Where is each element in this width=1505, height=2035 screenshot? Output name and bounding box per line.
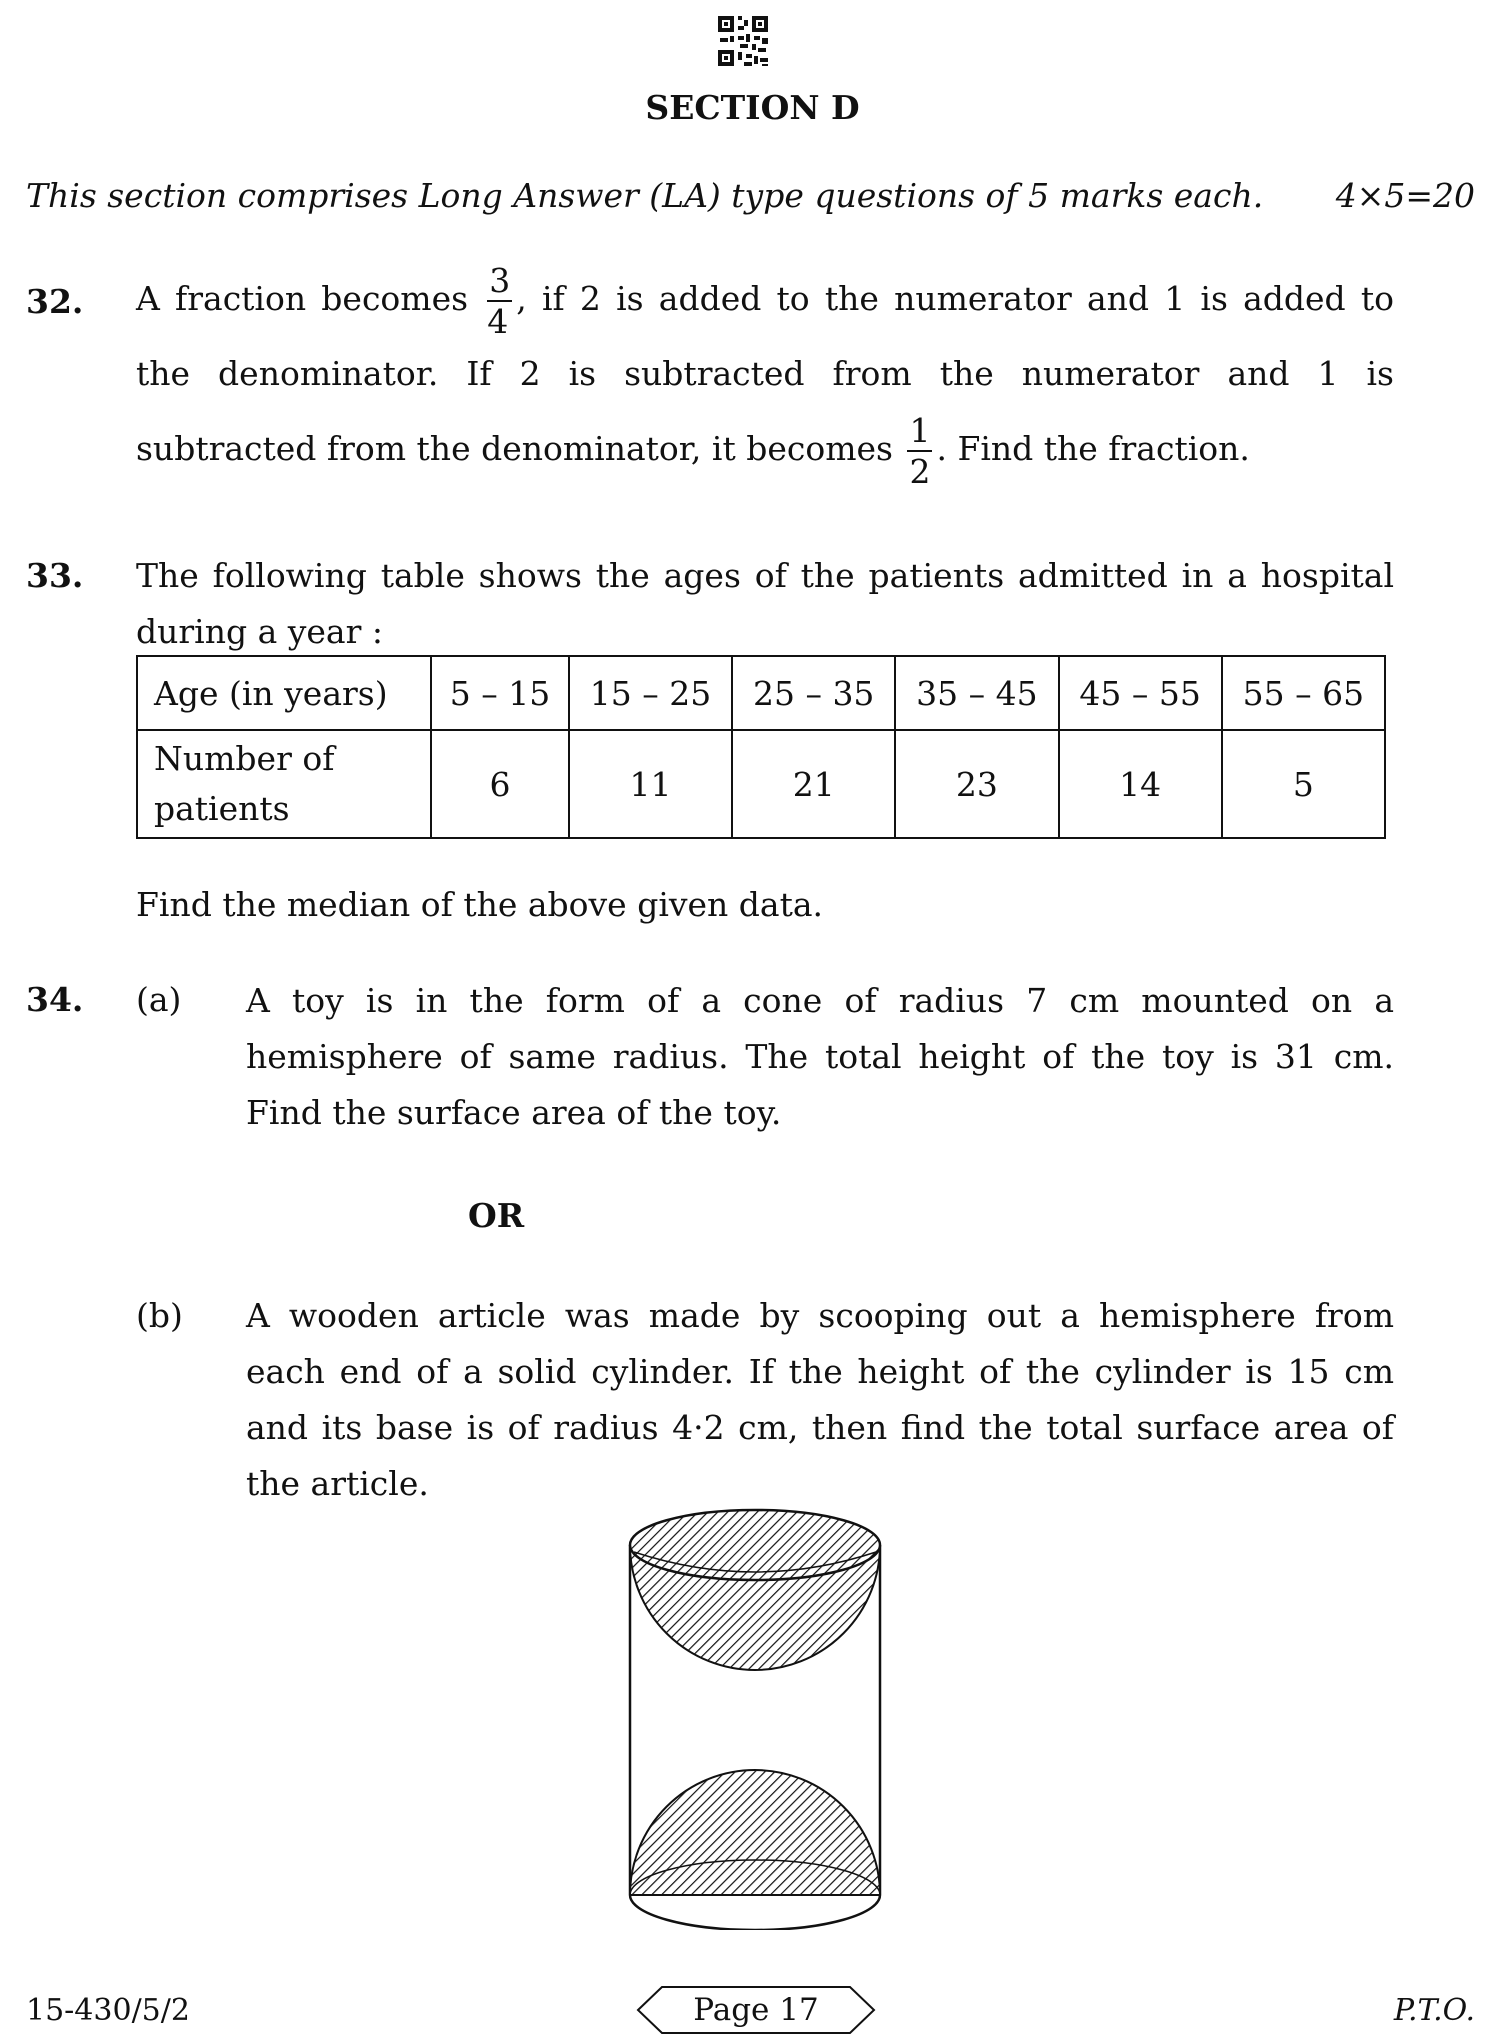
question-32-line-3 [136, 406, 1394, 492]
fraction-2-denominator: 2 [909, 452, 931, 491]
section-marks-total: 4×5=20 [1335, 176, 1475, 215]
question-32-line-3-b: . Find the fraction. [936, 429, 1250, 468]
fraction-1-numerator: 3 [489, 261, 511, 300]
fraction-1-denominator: 4 [487, 302, 509, 341]
table-header-age: Age (in years) [137, 656, 431, 730]
page-number-badge [636, 1985, 876, 2035]
table-cell-count: 23 [895, 730, 1058, 838]
cylinder-hemisphere-figure [620, 1500, 890, 1930]
question-33-text [136, 548, 1394, 660]
question-34-b-label: (b) [136, 1296, 183, 1335]
table-header-patients [137, 730, 431, 838]
question-32-line-1-b: , if 2 is added to the numerator and 1 is added to [516, 279, 1394, 318]
table-cell-count: 11 [569, 730, 732, 838]
table-header-patients-line-2: patients [154, 789, 290, 828]
table-cell-count: 6 [431, 730, 569, 838]
fraction-2-numerator: 1 [909, 411, 931, 450]
question-34-number: 34. [26, 980, 84, 1019]
question-34-b-line-4: the article. [246, 1464, 429, 1503]
question-32-text [136, 256, 1394, 492]
question-34-a-label: (a) [136, 980, 182, 1019]
question-32-line-1-a: A fraction becomes [136, 279, 469, 318]
table-cell-age: 45 – 55 [1059, 656, 1222, 730]
table-cell-age: 5 – 15 [431, 656, 569, 730]
question-32-line-1 [136, 256, 1394, 342]
question-34-a-text [246, 973, 1394, 1141]
table-cell-count: 5 [1222, 730, 1385, 838]
question-34-b-line-1: A wooden article was made by scooping out a hemisphere from [246, 1296, 1394, 1335]
table-cell-age: 55 – 65 [1222, 656, 1385, 730]
question-33-task: Find the median of the above given data. [136, 885, 824, 924]
fraction-three-quarters [487, 261, 512, 341]
question-34-a-line-2: hemisphere of same radius. The total height of the toy is 31 cm. [246, 1037, 1394, 1076]
question-33-number: 33. [26, 556, 84, 595]
question-32-line-2: the denominator. If 2 is subtracted from the numerator and 1 is [136, 354, 1394, 393]
table-row-patients [137, 730, 1385, 838]
please-turn-over: P.T.O. [1393, 1993, 1475, 2028]
question-34-b-line-3: and its base is of radius 4·2 cm, then find the total surface area of [246, 1408, 1394, 1447]
table-cell-age: 35 – 45 [895, 656, 1058, 730]
qr-code-icon [716, 14, 770, 68]
fraction-one-half [907, 411, 932, 491]
question-34-b-text [246, 1288, 1394, 1512]
or-separator: OR [468, 1196, 525, 1235]
table-cell-count: 14 [1059, 730, 1222, 838]
table-cell-age: 25 – 35 [732, 656, 895, 730]
question-32-line-3-a: subtracted from the denominator, it becomes [136, 429, 893, 468]
question-34-b-line-2: each end of a solid cylinder. If the height of the cylinder is 15 cm [246, 1352, 1394, 1391]
table-cell-count: 21 [732, 730, 895, 838]
table-row-age [137, 656, 1385, 730]
question-34-a-line-3: Find the surface area of the toy. [246, 1093, 782, 1132]
section-instructions: This section comprises Long Answer (LA) type questions of 5 marks each. [26, 176, 1264, 215]
age-distribution-table [136, 655, 1386, 839]
section-title: SECTION D [645, 88, 860, 127]
question-33-line-1: The following table shows the ages of the patients admitted in a hospital [136, 556, 1394, 595]
question-32-number: 32. [26, 282, 84, 321]
paper-code: 15-430/5/2 [26, 1993, 190, 2028]
table-cell-age: 15 – 25 [569, 656, 732, 730]
table-header-patients-line-1: Number of [154, 739, 335, 778]
question-33-line-2: during a year : [136, 612, 383, 651]
page-number: Page 17 [693, 1992, 819, 2028]
question-34-a-line-1: A toy is in the form of a cone of radius 7 cm mounted on a [246, 981, 1394, 1020]
